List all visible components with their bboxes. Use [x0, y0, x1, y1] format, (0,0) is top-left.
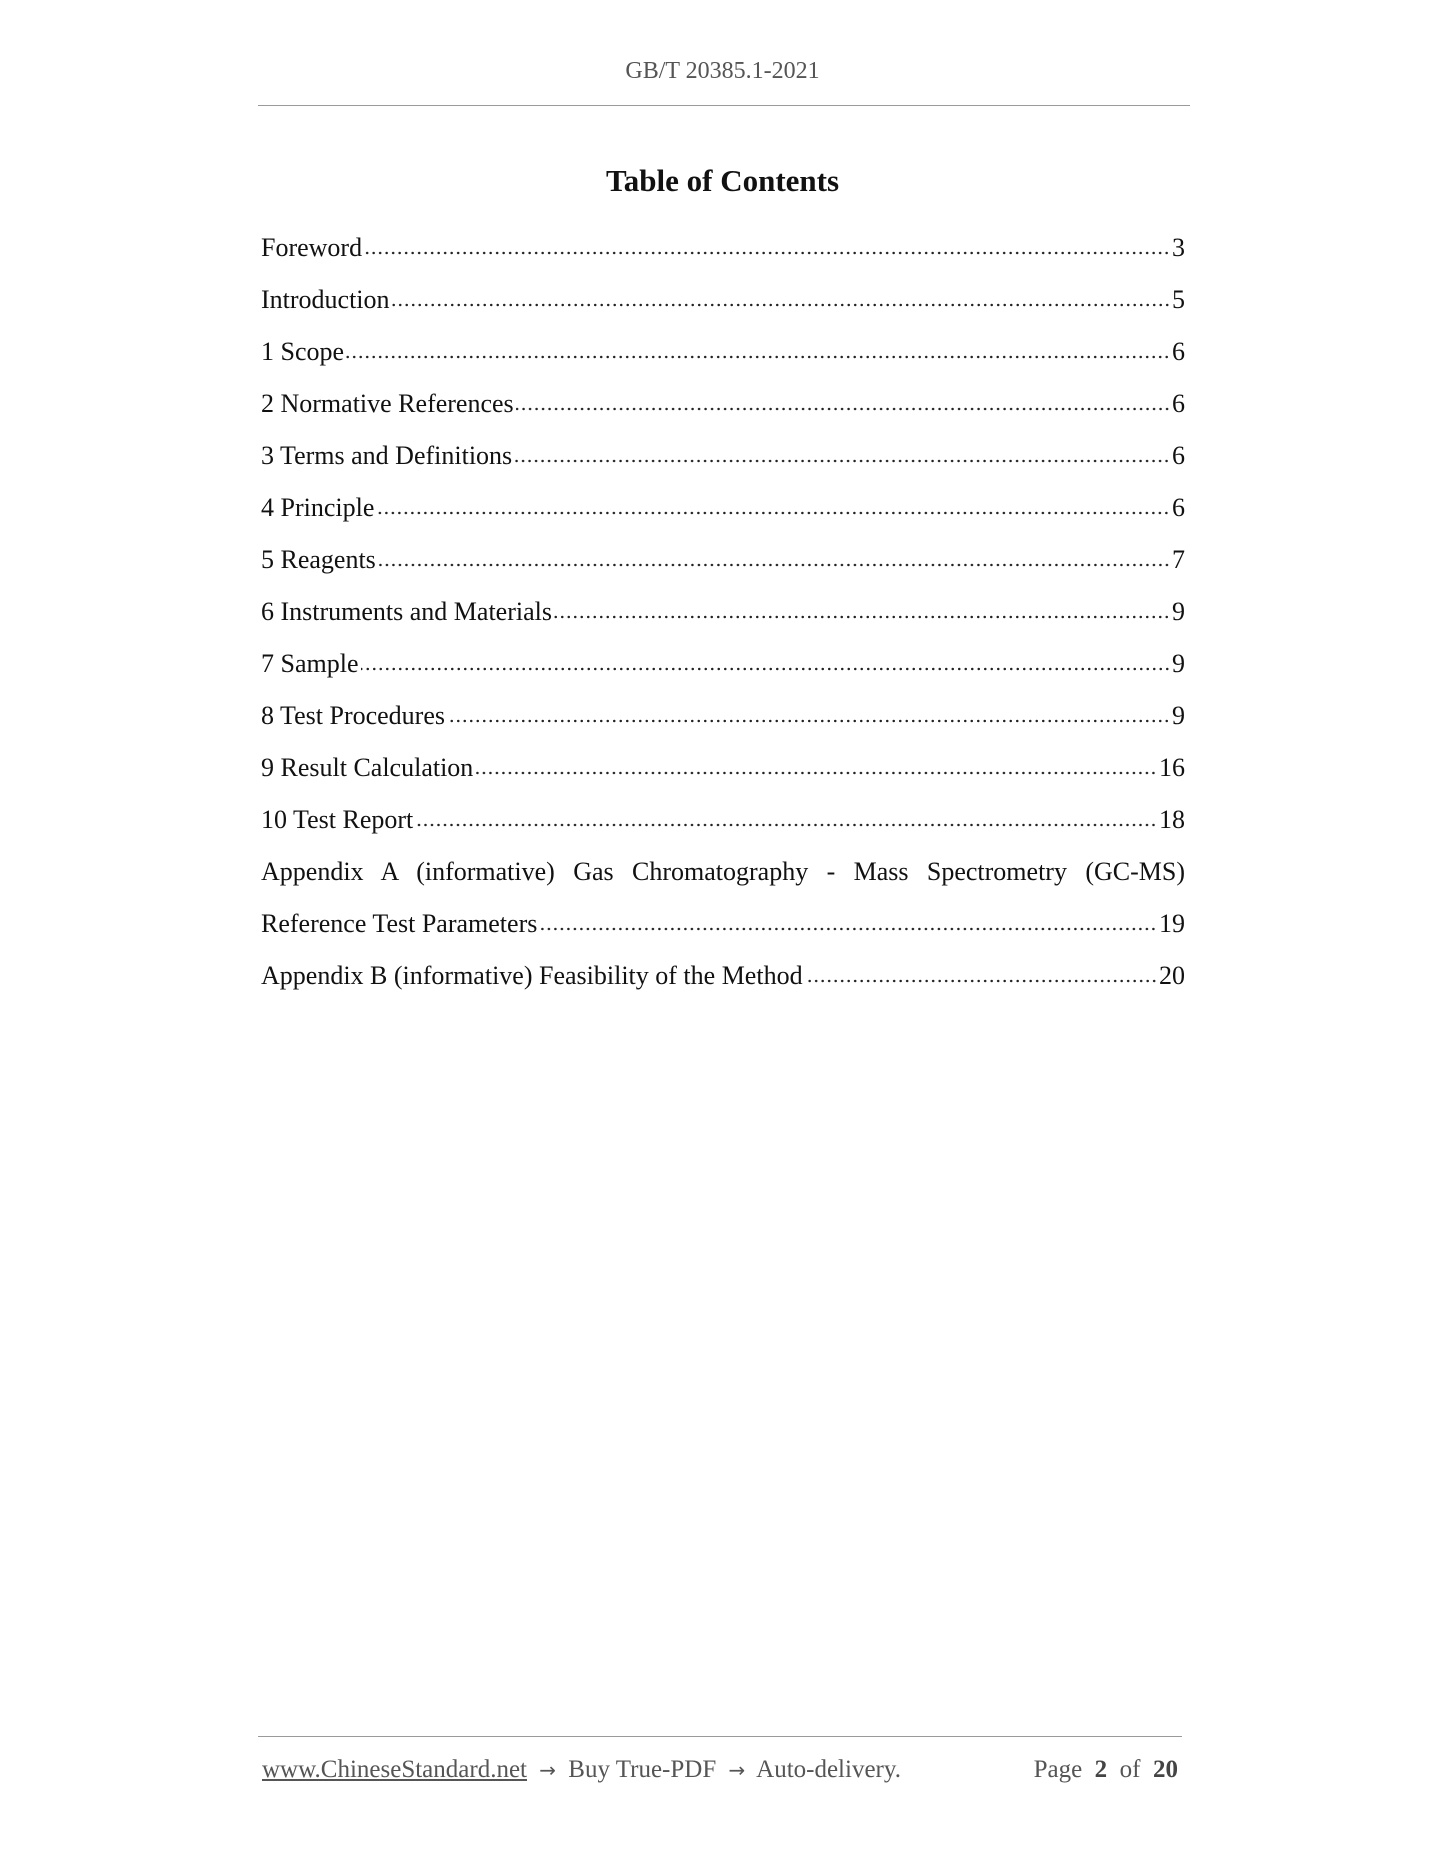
dot-leader: [516, 405, 1170, 413]
dot-leader: [475, 769, 1157, 777]
dot-leader: [364, 249, 1170, 257]
website-link[interactable]: www.ChineseStandard.net: [262, 1756, 527, 1783]
toc-entry-page: 6: [1172, 441, 1185, 470]
toc-entry-appendix-a-continued[interactable]: [261, 898, 1185, 950]
toc-entry-label: 7 Sample: [261, 649, 359, 678]
of-word: of: [1119, 1756, 1141, 1783]
dot-leader: [376, 509, 1170, 517]
toc-entry-label: 3 Terms and Definitions: [261, 441, 513, 470]
header-divider: [258, 105, 1190, 106]
toc-entry-label: 8 Test Procedures: [261, 701, 445, 730]
toc-entry-label: 1 Scope: [261, 337, 345, 366]
current-page: 2: [1094, 1756, 1108, 1783]
table-of-contents: [261, 222, 1185, 1002]
toc-entry-label: 9 Result Calculation: [261, 753, 474, 782]
toc-entry-reagents[interactable]: [261, 534, 1185, 586]
toc-entry-label: Appendix B (informative) Feasibility of the Method: [261, 961, 803, 990]
toc-entry-test-procedures[interactable]: [261, 690, 1185, 742]
toc-entry-page: 6: [1172, 389, 1185, 418]
toc-entry-page: 9: [1172, 597, 1185, 626]
toc-entry-instruments-and-materials[interactable]: [261, 586, 1185, 638]
toc-entry-label: Appendix A (informative) Gas Chromatography - Mass Spectrometry (GC-MS): [261, 857, 1185, 886]
footer-divider: [258, 1736, 1182, 1737]
buy-text: Buy True-PDF: [568, 1756, 717, 1783]
dot-leader: [378, 561, 1170, 569]
toc-entry-appendix-b[interactable]: [261, 950, 1185, 1002]
toc-entry-label: 4 Principle: [261, 493, 375, 522]
footer-promo: [262, 1756, 901, 1784]
dot-leader: [392, 301, 1170, 309]
page-header-title: GB/T 20385.1-2021: [625, 58, 820, 84]
toc-entry-page: 6: [1172, 493, 1185, 522]
dot-leader: [554, 613, 1170, 621]
toc-entry-page: 18: [1159, 805, 1185, 834]
toc-entry-normative-references[interactable]: [261, 378, 1185, 430]
toc-entry-page: 9: [1172, 701, 1185, 730]
page-word: Page: [1033, 1756, 1083, 1783]
toc-entry-label: 10 Test Report: [261, 805, 414, 834]
toc-entry-foreword[interactable]: [261, 222, 1185, 274]
toc-entry-terms-and-definitions[interactable]: [261, 430, 1185, 482]
toc-entry-label: Introduction: [261, 285, 390, 314]
toc-entry-page: 3: [1172, 233, 1185, 262]
toc-entry-label: 6 Instruments and Materials: [261, 597, 552, 626]
toc-entry-page: 6: [1172, 337, 1185, 366]
toc-entry-scope[interactable]: [261, 326, 1185, 378]
right-arrow-icon: →: [728, 1758, 746, 1782]
total-pages: 20: [1153, 1756, 1178, 1783]
toc-entry-label: 5 Reagents: [261, 545, 376, 574]
toc-entry-label: Foreword: [261, 233, 363, 262]
toc-entry-page: 5: [1172, 285, 1185, 314]
toc-entry-test-report[interactable]: [261, 794, 1185, 846]
toc-entry-principle[interactable]: [261, 482, 1185, 534]
toc-entry-appendix-a[interactable]: [261, 846, 1185, 898]
dot-leader: [539, 925, 1157, 933]
page-number: [1034, 1756, 1178, 1784]
dot-leader: [447, 717, 1170, 725]
dot-leader: [415, 821, 1157, 829]
toc-heading: Table of Contents: [605, 163, 840, 198]
toc-entry-label: Reference Test Parameters: [261, 909, 538, 938]
toc-entry-page: 20: [1159, 961, 1185, 990]
toc-entry-result-calculation[interactable]: [261, 742, 1185, 794]
dot-leader: [514, 457, 1170, 465]
toc-entry-page: 9: [1172, 649, 1185, 678]
dot-leader: [361, 665, 1171, 673]
toc-entry-page: 7: [1172, 545, 1185, 574]
toc-entry-page: 16: [1159, 753, 1185, 782]
delivery-text: Auto-delivery.: [756, 1756, 902, 1783]
page-footer: [262, 1756, 1178, 1792]
toc-entry-label: 2 Normative References: [261, 389, 514, 418]
right-arrow-icon: →: [539, 1758, 557, 1782]
toc-entry-page: 19: [1159, 909, 1185, 938]
dot-leader: [805, 977, 1157, 985]
toc-entry-introduction[interactable]: [261, 274, 1185, 326]
dot-leader: [346, 353, 1170, 361]
toc-entry-sample[interactable]: [261, 638, 1185, 690]
